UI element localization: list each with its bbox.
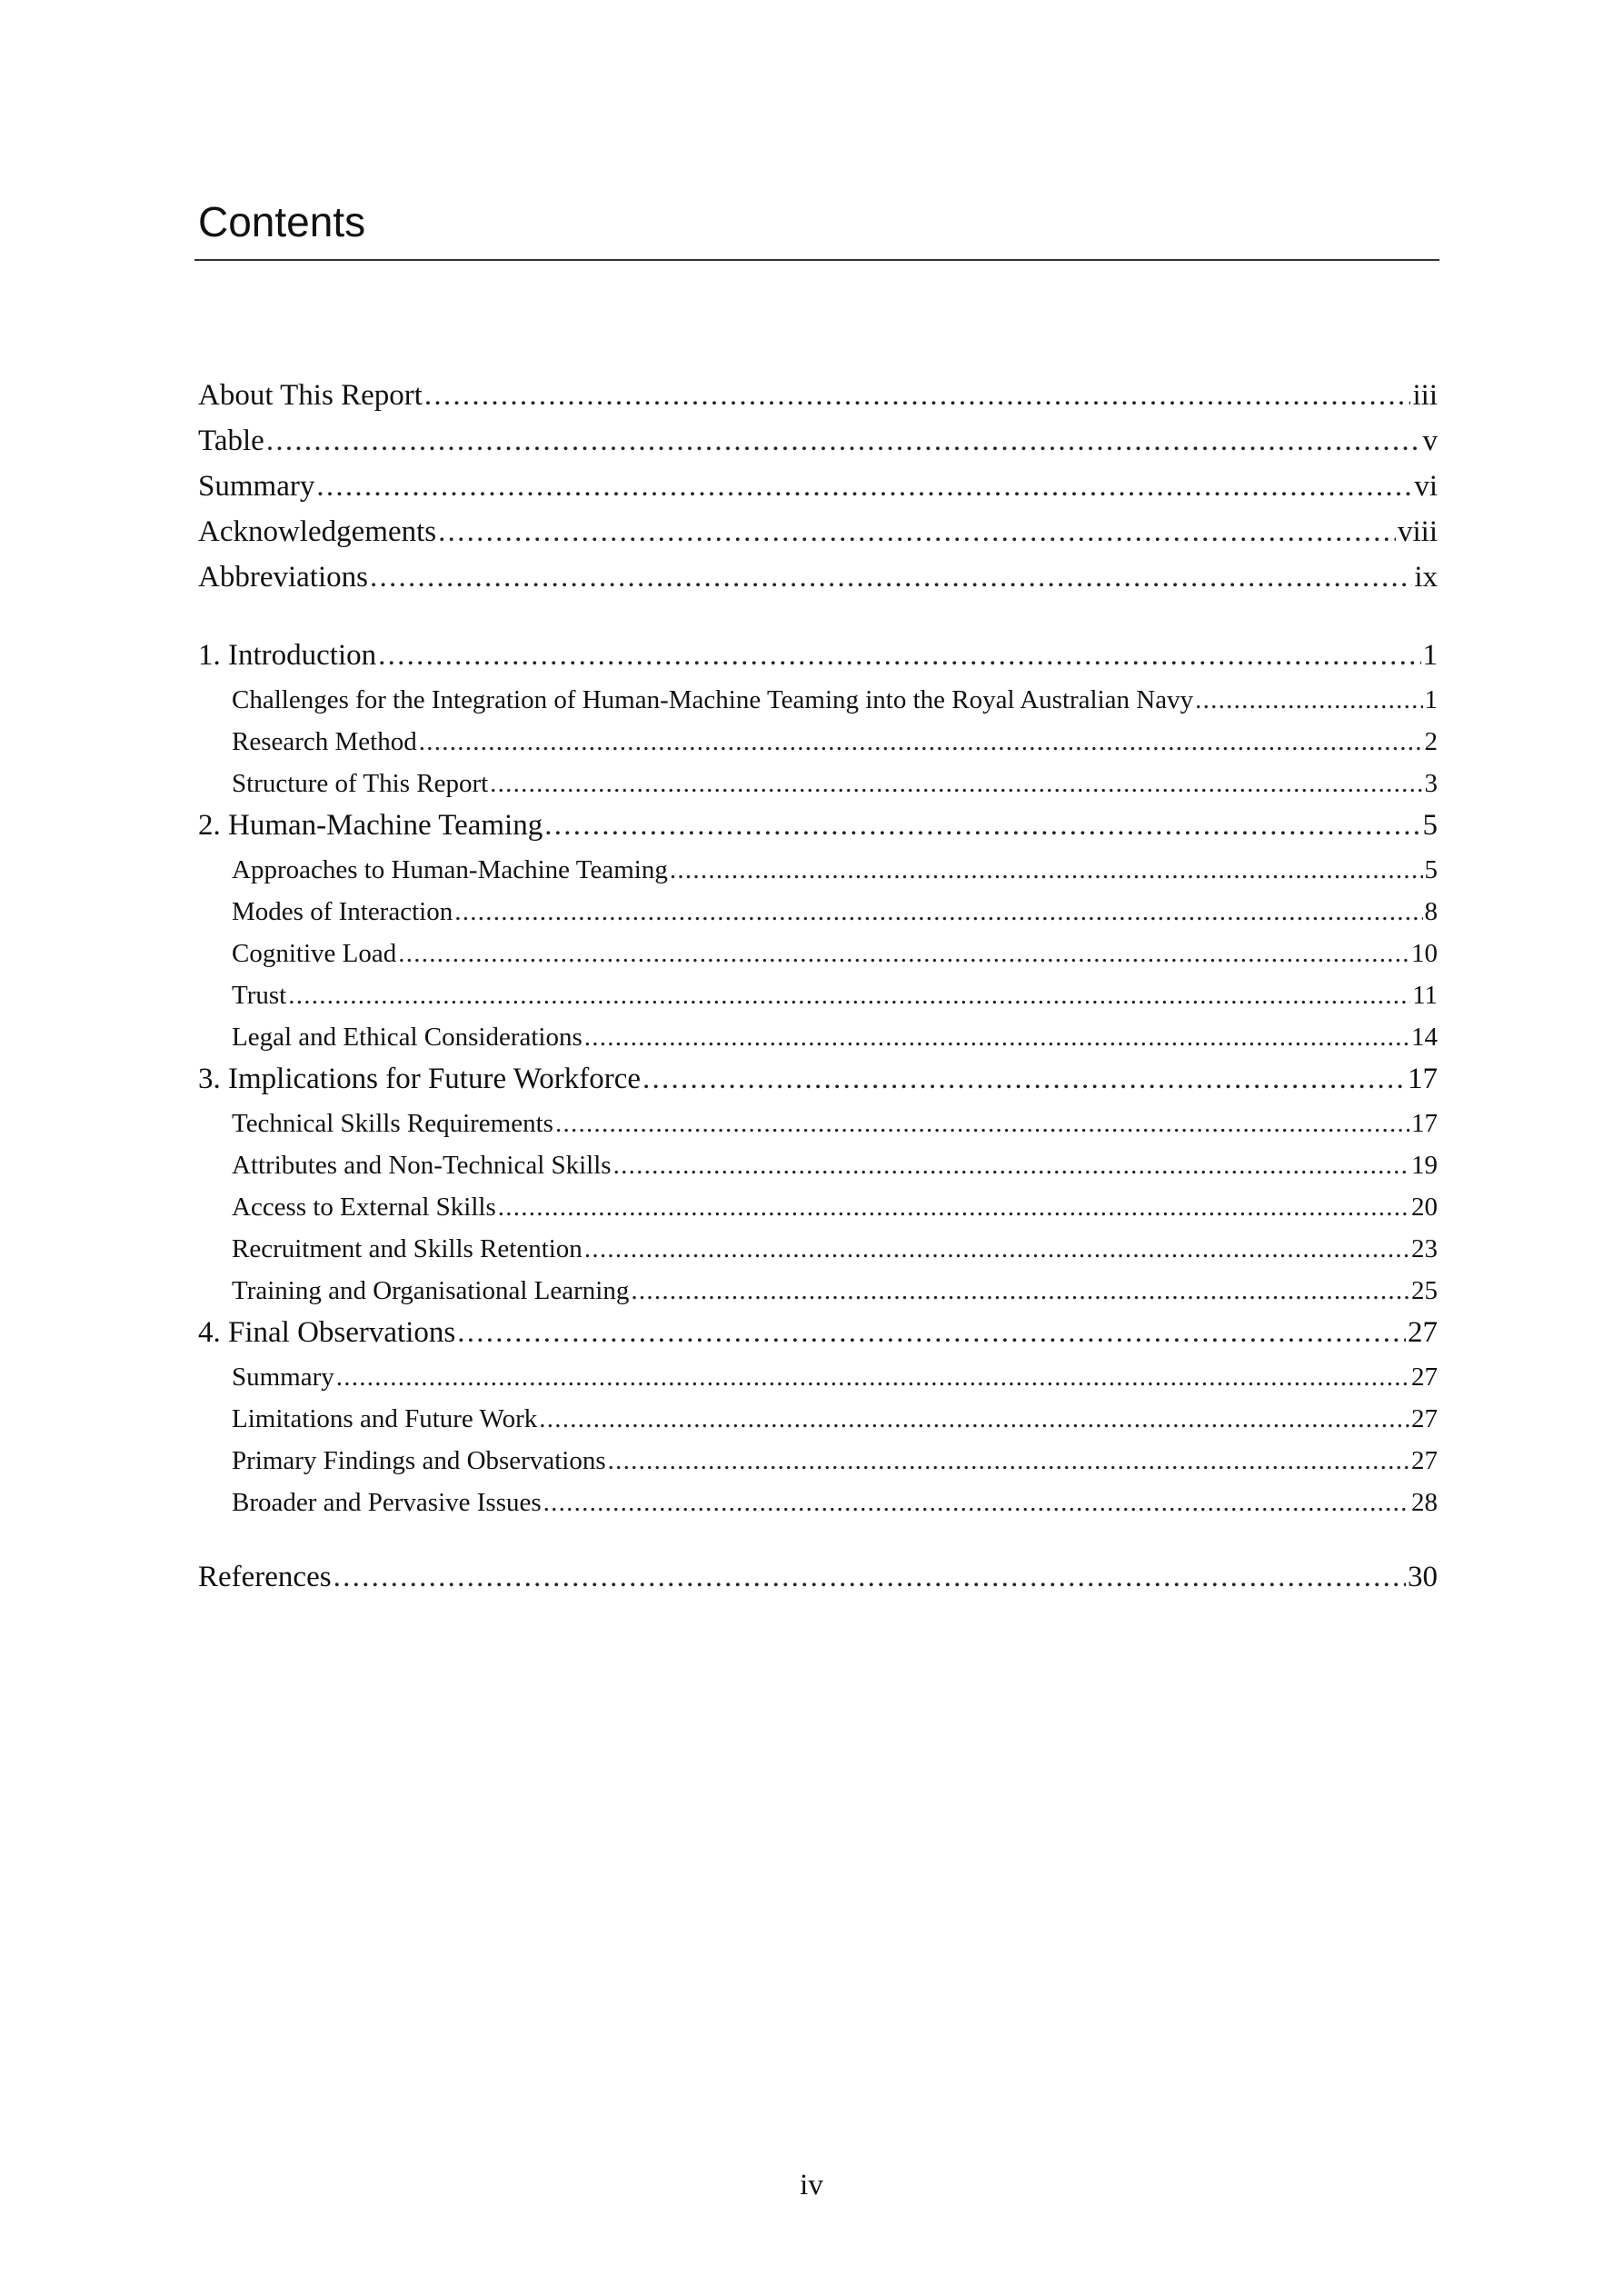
toc-entry-subsection[interactable] — [0, 1105, 1623, 1142]
toc-entry-title: About This Report — [198, 375, 424, 415]
toc-entry-subsection[interactable] — [0, 1231, 1623, 1267]
toc-entry-section[interactable] — [0, 1059, 1623, 1099]
dot-leader — [490, 765, 1422, 802]
toc-entry-title: Access to External Skills — [232, 1189, 498, 1225]
toc-entry-back[interactable] — [0, 1557, 1623, 1597]
toc-entry-subsection[interactable] — [0, 893, 1623, 930]
toc-entry-page: 1 — [1423, 682, 1439, 718]
dot-leader — [419, 724, 1423, 760]
toc-entry-title: Table — [198, 421, 266, 461]
toc-entry-subsection[interactable] — [0, 724, 1623, 760]
toc-entry-page: iii — [1410, 375, 1438, 415]
toc-entry-page: 25 — [1409, 1273, 1438, 1309]
toc-entry-page: 19 — [1409, 1147, 1438, 1183]
dot-leader — [555, 1105, 1409, 1142]
toc-entry-subsection[interactable] — [0, 935, 1623, 972]
dot-leader — [454, 893, 1422, 930]
toc-entry-page: vi — [1412, 466, 1438, 506]
dot-leader — [334, 1557, 1406, 1597]
toc-entry-subsection[interactable] — [0, 765, 1623, 802]
dot-leader — [457, 1313, 1406, 1353]
toc-entry-page: 27 — [1409, 1359, 1438, 1395]
toc-entry-section[interactable] — [0, 805, 1623, 845]
toc-entry-title: Summary — [232, 1359, 336, 1395]
toc-entry-title: Limitations and Future Work — [232, 1401, 539, 1437]
dot-leader — [316, 466, 1412, 506]
toc-entry-subsection[interactable] — [0, 1401, 1623, 1437]
toc-entry-title: References — [198, 1557, 334, 1597]
toc-entry-title: Cognitive Load — [232, 935, 398, 972]
toc-entry-front[interactable] — [0, 466, 1623, 506]
toc-entry-page: 20 — [1409, 1189, 1438, 1225]
toc-entry-title: Abbreviations — [198, 557, 370, 597]
toc-entry-title: Technical Skills Requirements — [232, 1105, 555, 1142]
dot-leader — [670, 852, 1423, 888]
dot-leader — [543, 1484, 1409, 1521]
toc-entry-front[interactable] — [0, 557, 1623, 597]
dot-leader — [631, 1273, 1409, 1309]
toc-entry-section[interactable] — [0, 635, 1623, 675]
toc-entry-page: 27 — [1409, 1401, 1438, 1437]
toc-entry-subsection[interactable] — [0, 1273, 1623, 1309]
dot-leader — [370, 557, 1412, 597]
toc-entry-title: Modes of Interaction — [232, 893, 454, 930]
toc-entry-page: 30 — [1406, 1557, 1438, 1597]
dot-leader — [378, 635, 1420, 675]
toc-entry-page: 10 — [1409, 935, 1438, 972]
dot-leader — [608, 1442, 1409, 1479]
toc-entry-subsection[interactable] — [0, 682, 1623, 718]
dot-leader — [539, 1401, 1409, 1437]
dot-leader — [613, 1147, 1409, 1183]
toc-entry-front[interactable] — [0, 512, 1623, 552]
toc-entry-page: 3 — [1423, 765, 1439, 802]
toc-entry-page: 2 — [1423, 724, 1439, 760]
toc-entry-title: 2. Human-Machine Teaming — [198, 805, 544, 845]
dot-leader — [424, 375, 1411, 415]
dot-leader — [642, 1059, 1406, 1099]
toc-entry-title: Structure of This Report — [232, 765, 490, 802]
toc-entry-title: Recruitment and Skills Retention — [232, 1231, 584, 1267]
toc-entry-title: 3. Implications for Future Workforce — [198, 1059, 642, 1099]
dot-leader — [1195, 682, 1422, 718]
toc-entry-page: 23 — [1409, 1231, 1438, 1267]
toc-entry-page: viii — [1396, 512, 1438, 552]
toc-entry-title: Challenges for the Integration of Human-Machine Teaming into the Royal Australian Navy — [232, 682, 1195, 718]
dot-leader — [584, 1019, 1409, 1055]
toc-entry-title: Legal and Ethical Considerations — [232, 1019, 584, 1055]
dot-leader — [266, 421, 1421, 461]
dot-leader — [584, 1231, 1409, 1267]
toc-entry-page: 8 — [1423, 893, 1439, 930]
toc-entry-subsection[interactable] — [0, 1189, 1623, 1225]
toc-entry-title: 4. Final Observations — [198, 1313, 457, 1353]
page-title: Contents — [198, 198, 366, 245]
dot-leader — [288, 977, 1410, 1013]
toc-entry-page: 27 — [1406, 1313, 1438, 1353]
toc-entry-title: Broader and Pervasive Issues — [232, 1484, 543, 1521]
toc-entry-subsection[interactable] — [0, 852, 1623, 888]
toc-entry-title: Training and Organisational Learning — [232, 1273, 631, 1309]
toc-entry-subsection[interactable] — [0, 1484, 1623, 1521]
toc-entry-title: Primary Findings and Observations — [232, 1442, 608, 1479]
toc-entry-page: 5 — [1423, 852, 1439, 888]
toc-entry-front[interactable] — [0, 421, 1623, 461]
toc-entry-subsection[interactable] — [0, 1442, 1623, 1479]
toc-entry-title: Acknowledgements — [198, 512, 438, 552]
toc-entry-page: v — [1421, 421, 1439, 461]
toc-entry-title: 1. Introduction — [198, 635, 378, 675]
toc-entry-subsection[interactable] — [0, 1359, 1623, 1395]
toc-entry-title: Research Method — [232, 724, 419, 760]
dot-leader — [438, 512, 1396, 552]
toc-entry-front[interactable] — [0, 375, 1623, 415]
toc-entry-page: 11 — [1410, 977, 1438, 1013]
toc-entry-page: 17 — [1409, 1105, 1438, 1142]
toc-entry-page: 1 — [1421, 635, 1439, 675]
toc-entry-section[interactable] — [0, 1313, 1623, 1353]
toc-entry-page: 27 — [1409, 1442, 1438, 1479]
toc-entry-page: 5 — [1421, 805, 1439, 845]
page-number: iv — [800, 2169, 823, 2201]
dot-leader — [498, 1189, 1409, 1225]
toc-entry-page: 17 — [1406, 1059, 1438, 1099]
toc-entry-title: Attributes and Non-Technical Skills — [232, 1147, 613, 1183]
toc-entry-title: Summary — [198, 466, 316, 506]
toc-entry-page: 28 — [1409, 1484, 1438, 1521]
dot-leader — [544, 805, 1420, 845]
toc-entry-page: ix — [1412, 557, 1438, 597]
toc-entry-subsection[interactable] — [0, 1019, 1623, 1055]
toc-entry-subsection[interactable] — [0, 977, 1623, 1013]
toc-entry-title: Approaches to Human-Machine Teaming — [232, 852, 670, 888]
toc-entry-title: Trust — [232, 977, 288, 1013]
dot-leader — [398, 935, 1409, 972]
toc-entry-subsection[interactable] — [0, 1147, 1623, 1183]
toc-entry-page: 14 — [1409, 1019, 1438, 1055]
dot-leader — [336, 1359, 1409, 1395]
